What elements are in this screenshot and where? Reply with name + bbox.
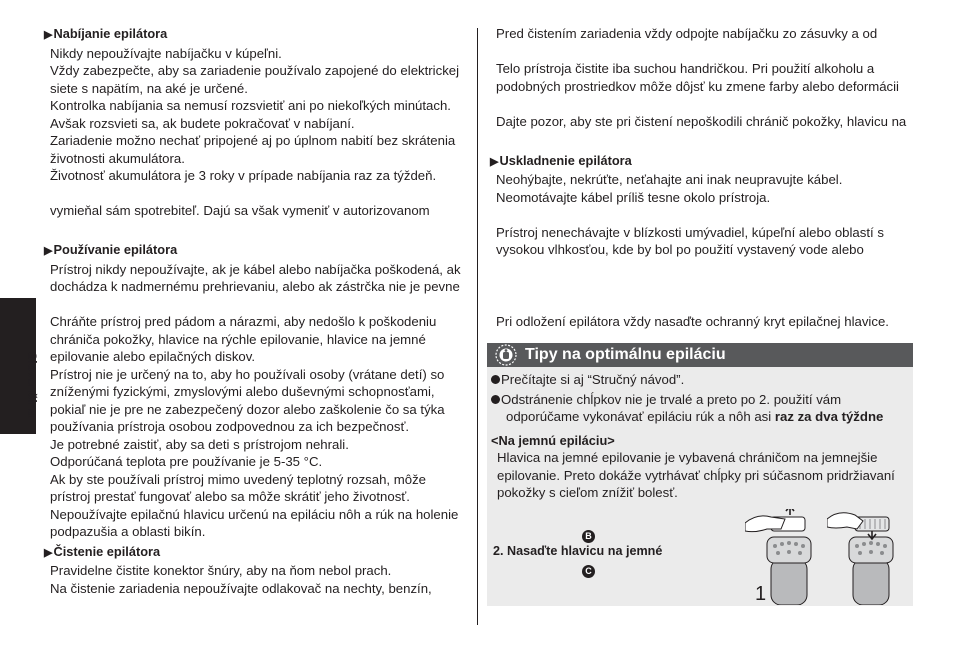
text-line: Pred čistením zariadenia vždy odpojte nabíjačku zo zásuvky a od <box>496 26 878 41</box>
tips-box <box>487 343 913 606</box>
language-label: Slovenčina <box>25 352 39 418</box>
text-line: epilovanie alebo epilačných diskov. <box>50 349 256 364</box>
triangle-bullet-icon: ▶ <box>44 245 53 257</box>
text-line: Neohýbajte, nekrúťte, neťahajte ani inak neupravujte kábel. <box>496 172 843 187</box>
section-storage <box>490 152 913 331</box>
text-line: siete s napätím, na aké je určené. <box>50 80 248 96</box>
text-line: Avšak rozsvieti sa, ak budete pokračovať v nabíjaní. <box>50 115 355 131</box>
text-line: Životnosť akumulátora je 3 roky v prípade nabíjania raz za týždeň. <box>50 168 437 183</box>
text-line: podobných prostriedkov môže dôjsť ku zmene farby alebo deformácii <box>496 78 899 94</box>
text-line: Kontrolka nabíjania sa nemusí rozsvietiť ani po niekoľkých minútach. <box>50 98 451 113</box>
text-line: dochádza k nadmernému prehrievaniu, alebo ak zástrčka nie je pevne <box>50 279 460 294</box>
label-c-badge: C <box>582 565 595 578</box>
section-heading: ▶Čistenie epilátora <box>44 543 161 559</box>
tips-title: Tipy na optimálnu epiláciu <box>525 346 726 363</box>
triangle-bullet-icon: ▶ <box>44 29 53 41</box>
text-line: Prístroj nikdy nepoužívajte, ak je kábel alebo nabíjačka poškodená, ak <box>50 261 461 277</box>
text-line: Nepoužívajte epilačnú hlavicu určenú na epiláciu nôh a rúk na holenie <box>50 506 459 522</box>
text-line: Hlavica na jemné epilovanie je vybavená chráničom na jemnejšie <box>497 450 878 465</box>
section-heading: ▶Uskladnenie epilátora <box>490 152 632 168</box>
attach-head-illustration-1 <box>745 509 829 605</box>
bullet-dot-icon <box>491 395 500 404</box>
tips-header <box>487 343 913 367</box>
figure-number: 1 <box>755 583 767 605</box>
bullet-dot-icon <box>491 375 500 384</box>
text-line: pokiaľ nie je pre ne zabezpečený dozor alebo zaškolenie čo sa týka <box>50 401 445 417</box>
section-usage <box>44 241 474 541</box>
section-heading: ▶Nabíjanie epilátora <box>44 26 168 41</box>
text-line: Nikdy nepoužívajte nabíjačku v kúpeľni. <box>50 45 282 61</box>
section-heading: ▶Používanie epilátora <box>44 242 178 257</box>
list-item-continuation: odporúčame vykonávať epiláciu rúk a nôh asi raz za dva týždne <box>506 409 884 424</box>
attach-head-illustration-2 <box>827 509 911 605</box>
tips-body <box>491 371 911 502</box>
text-line: Dajte pozor, aby ste pri čistení nepoškodili chránič pokožky, hlavicu na <box>496 113 907 129</box>
text-line: vysokou vlhkosťou, kde by bol po použití vystavený vode alebo <box>496 242 864 257</box>
list-item: Odstránenie chĺpkov nie je trvalé a preto po 2. použití vám <box>491 391 911 409</box>
text-line: Prístroj nie je určený na to, aby ho používali osoby (vrátane detí) so <box>50 366 445 382</box>
right-column <box>490 25 913 330</box>
text-line: vymieňal sám spotrebiteľ. Dajú sa však vymeniť v autorizovanom <box>50 203 430 218</box>
column-divider <box>477 28 478 625</box>
triangle-bullet-icon: ▶ <box>490 155 499 168</box>
section-charging <box>44 25 474 220</box>
text-line: podpazušia a oblasti bikín. <box>50 524 206 539</box>
text-line: Pravidelne čistite konektor šnúry, aby na ňom nebol prach. <box>50 563 392 578</box>
text-line: zníženými fyzickými, zmyslovými alebo duševnými schopnosťami, <box>50 384 435 399</box>
sub-heading: <Na jemnú epiláciu> <box>491 432 615 448</box>
label-b-badge: B <box>582 530 595 543</box>
text-line: Zariadenie možno nechať pripojené aj po úplnom nabití bez skrátenia <box>50 133 456 148</box>
text-line: pokožky s cieľom znížiť bolesť. <box>497 485 678 500</box>
step-area <box>487 503 913 608</box>
list-item: Prečítajte si aj “Stručný návod”. <box>491 371 911 389</box>
text-line: Je potrebné zaistiť, aby sa deti s prístrojom nehrali. <box>50 436 349 452</box>
text-line: Chráňte prístroj pred pádom a nárazmi, aby nedošlo k poškodeniu <box>50 314 437 329</box>
text-line: epilovanie. Preto dokáže vytrhávať chĺpky pri súčasnom pridržiavaní <box>497 467 895 483</box>
text-line: Ak by ste používali prístroj mimo uvedený teplotný rozsah, môže <box>50 471 427 487</box>
text-line: Prístroj nenechávajte v blízkosti umývadiel, kúpeľní alebo oblastí s <box>496 224 884 240</box>
step-text: 2. Nasaďte hlavicu na jemné <box>493 544 663 558</box>
text-line: používania prístroja osobou zodpovednou za ich bezpečnosť. <box>50 419 410 434</box>
section-cleaning-continued <box>490 25 913 130</box>
text-line: chrániča pokožky, hlavice na rýchle epilovanie, hlavice na jemné <box>50 331 426 347</box>
triangle-bullet-icon: ▶ <box>44 546 53 559</box>
text-line: životnosti akumulátora. <box>50 150 185 166</box>
section-cleaning <box>44 543 474 598</box>
text-line: Telo prístroja čistite iba suchou handričkou. Pri použití alkoholu a <box>496 61 875 76</box>
text-line: Neomotávajte kábel príliš tesne okolo prístroja. <box>496 189 771 205</box>
left-column <box>44 25 474 597</box>
text-line: prístroj prestať fungovať alebo sa môže skrátiť jeho životnosť. <box>50 489 410 504</box>
text-line: Na čistenie zariadenia nepoužívajte odlakovač na nechty, benzín, <box>50 580 432 596</box>
text-line: Odporúčaná teplota pre používanie je 5-35 °C. <box>50 454 323 469</box>
text-line: Pri odložení epilátora vždy nasaďte ochranný kryt epilačnej hlavice. <box>496 313 889 329</box>
epilator-head-icon <box>495 344 517 366</box>
text-line: Vždy zabezpečte, aby sa zariadenie používalo zapojené do elektrickej <box>50 63 460 78</box>
